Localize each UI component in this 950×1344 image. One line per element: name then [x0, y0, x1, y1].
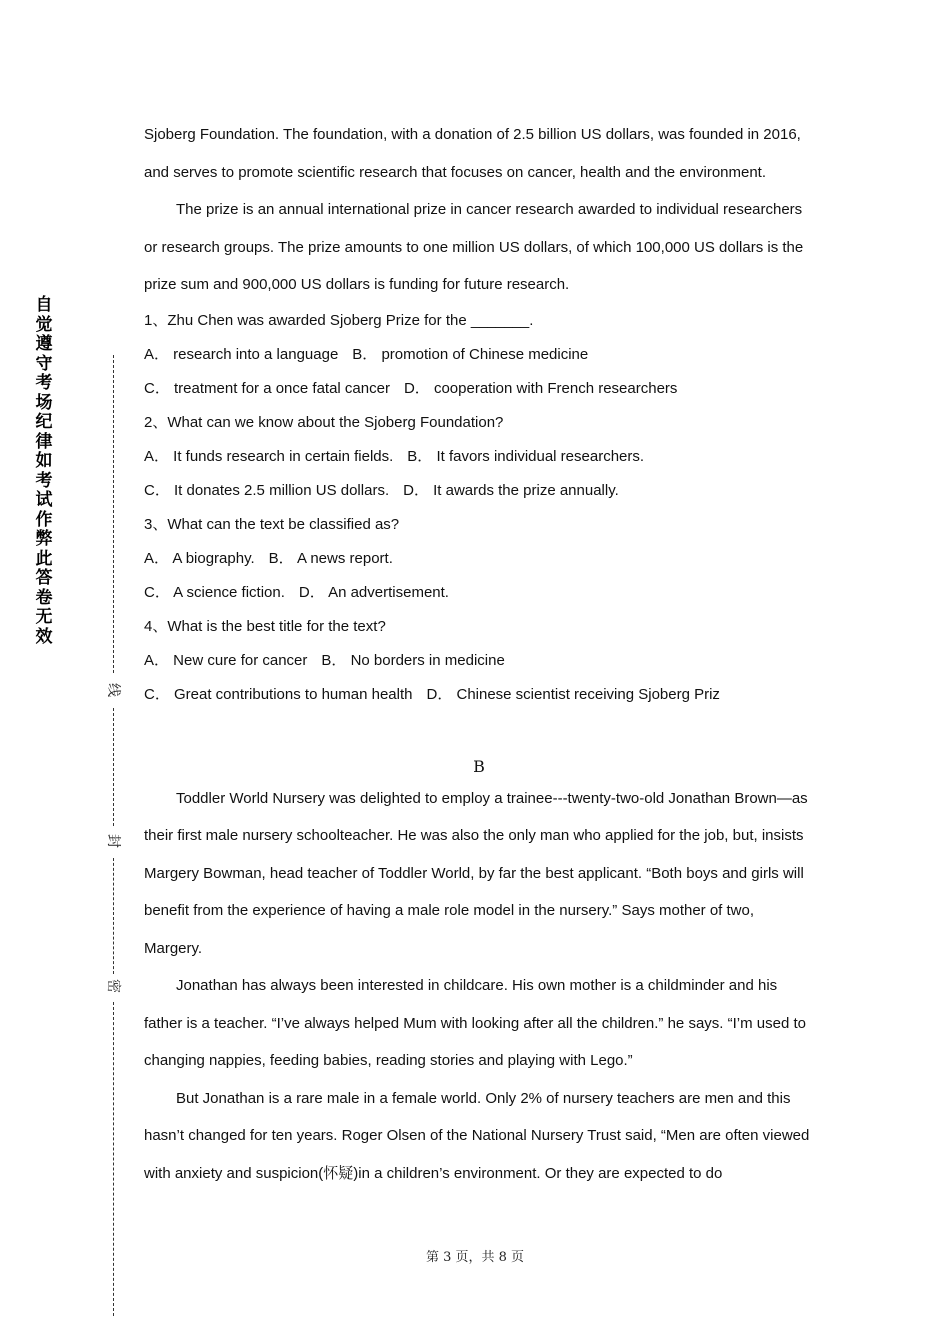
question-stem: 4、What is the best title for the text?: [144, 617, 386, 635]
option-c[interactable]: C． treatment for a once fatal cancer: [144, 379, 390, 397]
option-b[interactable]: B． No borders in medicine: [321, 651, 505, 669]
binding-dashed-line: [113, 355, 114, 673]
option-row: [144, 372, 814, 406]
question-2: [144, 406, 814, 508]
option-c[interactable]: C． Great contributions to human health: [144, 685, 413, 703]
seal-mark-seal: 封: [105, 834, 121, 848]
question-stem: 2、What can we know about the Sjoberg Foundation?: [144, 413, 504, 431]
exam-content: [144, 116, 814, 1192]
option-b[interactable]: B． It favors individual researchers.: [407, 447, 645, 465]
passage-a-paragraph: The prize is an annual international prize in cancer research awarded to individual researchers or research groups. The prize amounts to one million US dollars, of which 100,000 US dollars is the prize sum and 900,000 US dollars is funding for future research.: [144, 201, 804, 293]
question-stem: 1、Zhu Chen was awarded Sjoberg Prize for the _______.: [144, 311, 534, 329]
binding-dashed-line: [113, 858, 114, 974]
option-b[interactable]: B． promotion of Chinese medicine: [352, 345, 589, 363]
vertical-exam-notice: 自觉遵守考场纪律如考试作弊此答卷无效: [35, 295, 53, 647]
option-row: [144, 576, 814, 610]
option-b[interactable]: B． A news report.: [268, 549, 393, 567]
option-a[interactable]: A． A biography.: [144, 549, 255, 567]
question-stem: 3、What can the text be classified as?: [144, 515, 400, 533]
option-d[interactable]: D． An advertisement.: [298, 583, 449, 601]
option-a[interactable]: A． research into a language: [144, 345, 339, 363]
option-a[interactable]: A． New cure for cancer: [144, 651, 308, 669]
option-c[interactable]: C． A science fiction.: [144, 583, 285, 601]
option-row: [144, 542, 814, 576]
option-c[interactable]: C． It donates 2.5 million US dollars.: [144, 481, 390, 499]
option-a[interactable]: A． It funds research in certain fields.: [144, 447, 394, 465]
option-row: [144, 678, 814, 712]
binding-dashed-line: [113, 1002, 114, 1316]
question-1: [144, 304, 814, 406]
option-row: [144, 338, 814, 372]
page-footer: 第 3 页，共 8 页: [425, 1250, 525, 1265]
option-row: [144, 440, 814, 474]
seal-mark-secret: 密: [105, 979, 121, 993]
binding-dashed-line: [113, 708, 114, 826]
passage-a-paragraph: Sjoberg Foundation. The foundation, with a donation of 2.5 billion US dollars, was founded in 2016, and serves to promote scientific research that focuses on cancer, health and the environment.: [144, 126, 801, 181]
option-d[interactable]: D． cooperation with French researchers: [403, 379, 678, 397]
passage-b-paragraph: But Jonathan is a rare male in a female world. Only 2% of nursery teachers are men and this hasn’t changed for ten years. Roger Olsen of the National Nursery Trust said, “Men are often viewed with anxiety and suspicion(怀疑)in a children’s environment. Or they are expected to do: [144, 1089, 810, 1182]
option-d[interactable]: D． It awards the prize annually.: [403, 481, 619, 499]
seal-mark-line: 线: [105, 683, 121, 697]
section-b-title: B: [473, 756, 485, 776]
option-row: [144, 474, 814, 508]
option-d[interactable]: D． Chinese scientist receiving Sjoberg Priz: [426, 685, 720, 703]
passage-b-paragraph: Jonathan has always been interested in childcare. His own mother is a childminder and his father is a teacher. “I’ve always helped Mum with looking after all the children.” he says. “I’m used to changing nappies, feeding babies, reading stories and playing with Lego.”: [144, 977, 806, 1069]
question-4: [144, 610, 814, 712]
passage-b-paragraph: Toddler World Nursery was delighted to employ a trainee---twenty-two-old Jonathan Brown—as their first male nursery schoolteacher. He was also the only man who applied for the job, but, insists Margery Bowman, head teacher of Toddler World, by far the best applicant. “Both boys and girls will benefit from the experience of having a male role model in the nursery.” Says mother of two, Margery.: [144, 789, 808, 957]
question-3: [144, 508, 814, 610]
option-row: [144, 644, 814, 678]
